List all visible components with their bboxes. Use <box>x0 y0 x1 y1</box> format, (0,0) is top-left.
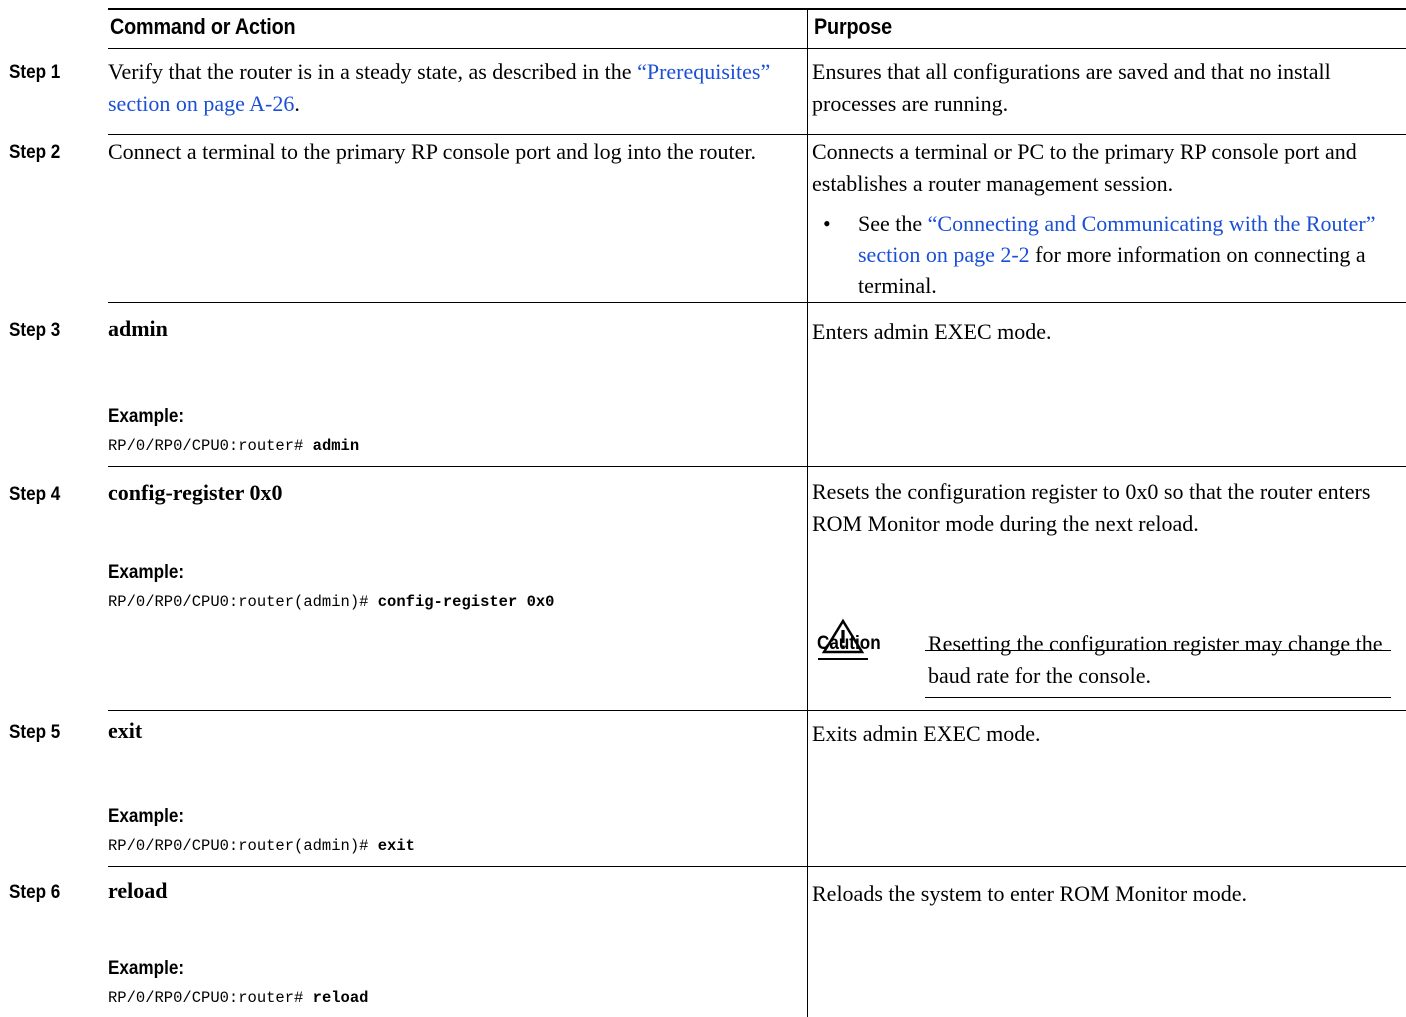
step-6-keyword: reload <box>108 878 168 903</box>
step-2-command: Connect a terminal to the primary RP console port and log into the router. <box>108 139 757 164</box>
step-3-example-label: Example: <box>108 406 185 427</box>
table-top-rule <box>108 8 1406 10</box>
bullet-icon: • <box>823 211 831 236</box>
caution-text: Resetting the configuration register may change the baud rate for the console. <box>928 631 1383 688</box>
example-prompt: RP/0/RP0/CPU0:router(admin)# <box>108 593 378 611</box>
example-command: admin <box>312 437 360 455</box>
step-2-purpose: Connects a terminal or PC to the primary RP console port and establishes a router management session. <box>812 139 1357 196</box>
row-rule-1 <box>108 134 1406 135</box>
prerequisites-link[interactable]: “Prerequisites” section on page A-26 <box>108 59 771 116</box>
step-label: Step 2 <box>9 142 61 163</box>
step-1-command <box>108 56 798 120</box>
step-5-example-code <box>108 837 415 855</box>
connecting-router-link[interactable]: “Connecting and Communicating with the Router” section on page 2-2 <box>858 211 1376 267</box>
example-command: config-register 0x0 <box>377 593 555 611</box>
bullet-suffix: for more information on connecting a terminal. <box>858 242 1366 298</box>
header-command-or-action: Command or Action <box>110 14 296 39</box>
step-label: Step 1 <box>9 62 61 83</box>
step-6-example-label: Example: <box>108 958 185 979</box>
caution-label: Caution <box>817 633 881 654</box>
step-label: Step 4 <box>9 484 61 505</box>
step-5-purpose: Exits admin EXEC mode. <box>812 721 1041 746</box>
step-3-purpose: Enters admin EXEC mode. <box>812 319 1052 344</box>
example-prompt: RP/0/RP0/CPU0:router# <box>108 989 313 1007</box>
step-1-command-text: Verify that the router is in a steady state, as described in the <box>108 59 632 84</box>
step-5-keyword: exit <box>108 718 143 743</box>
step-5-example-label: Example: <box>108 806 185 827</box>
caution-bottom-rule <box>925 697 1391 698</box>
step-4-purpose: Resets the configuration register to 0x0 so that the router enters ROM Monitor mode during the next reload. <box>812 479 1371 536</box>
step-6-example-code <box>108 989 368 1007</box>
step-1-command-suffix: . <box>294 91 300 116</box>
step-4-keyword: config-register 0x0 <box>108 480 283 505</box>
step-4-example-code <box>108 593 554 611</box>
example-command: reload <box>312 989 369 1007</box>
example-prompt: RP/0/RP0/CPU0:router# <box>108 437 313 455</box>
example-prompt: RP/0/RP0/CPU0:router(admin)# <box>108 837 378 855</box>
header-bottom-rule <box>108 48 1406 49</box>
row-rule-3 <box>108 466 1406 467</box>
step-3-keyword: admin <box>108 316 168 341</box>
step-label: Step 5 <box>9 722 61 743</box>
example-command: exit <box>377 837 415 855</box>
row-rule-5 <box>108 866 1406 867</box>
step-label: Step 6 <box>9 882 61 903</box>
row-rule-4 <box>108 710 1406 711</box>
row-rule-2 <box>108 302 1406 303</box>
step-6-purpose: Reloads the system to enter ROM Monitor mode. <box>812 881 1248 906</box>
step-label: Step 3 <box>9 320 61 341</box>
bullet-prefix: See the <box>858 211 923 236</box>
step-1-purpose: Ensures that all configurations are saved and that no install processes are running. <box>812 59 1331 116</box>
step-3-example-code <box>108 437 359 455</box>
column-divider <box>807 8 808 1017</box>
step-2-bullet-item <box>823 208 1406 301</box>
header-purpose: Purpose <box>814 14 892 39</box>
step-4-example-label: Example: <box>108 562 185 583</box>
